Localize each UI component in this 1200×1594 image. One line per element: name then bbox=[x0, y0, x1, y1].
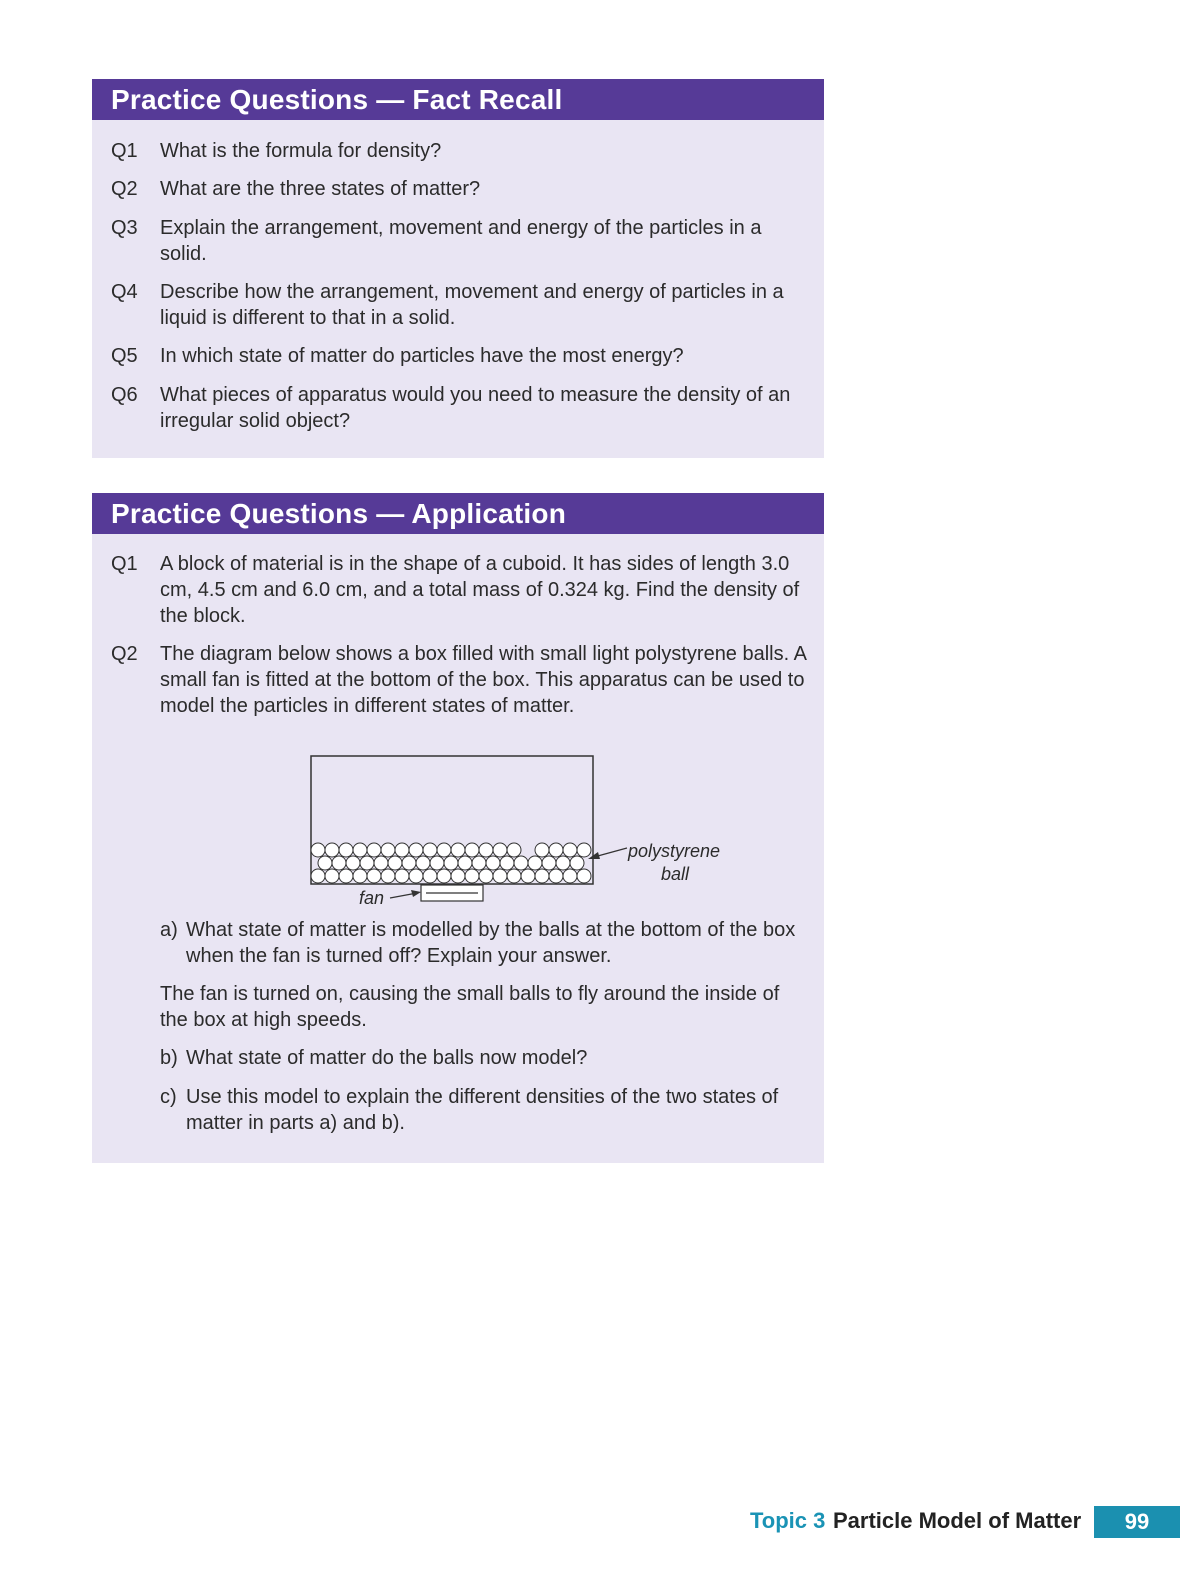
question-number: Q2 bbox=[111, 643, 138, 665]
footer-title: Particle Model of Matter bbox=[833, 1508, 1082, 1533]
polystyrene-ball bbox=[339, 843, 353, 857]
polystyrene-ball bbox=[458, 856, 472, 870]
polystyrene-ball bbox=[367, 869, 381, 883]
fan-label: fan bbox=[359, 888, 385, 908]
polystyrene-ball bbox=[500, 856, 514, 870]
question-text: What pieces of apparatus would you need to measure the density of an irregular solid object? bbox=[160, 384, 791, 432]
polystyrene-ball bbox=[556, 856, 570, 870]
polystyrene-ball bbox=[563, 843, 577, 857]
polystyrene-ball bbox=[395, 869, 409, 883]
part-label: c) bbox=[160, 1086, 177, 1108]
question-number: Q1 bbox=[111, 140, 138, 162]
polystyrene-ball bbox=[514, 856, 528, 870]
polystyrene-ball bbox=[311, 843, 325, 857]
polystyrene-ball bbox=[549, 869, 563, 883]
polystyrene-ball bbox=[332, 856, 346, 870]
question-number: Q5 bbox=[111, 345, 138, 367]
polystyrene-ball bbox=[479, 869, 493, 883]
question-number: Q6 bbox=[111, 384, 138, 406]
question-text: Describe how the arrangement, movement and energy of particles in a liquid is different to that in a solid. bbox=[160, 281, 784, 329]
polystyrene-ball bbox=[563, 869, 577, 883]
part-text: Use this model to explain the different densities of the two states of matter in parts a) and b). bbox=[186, 1086, 779, 1134]
question-text: Explain the arrangement, movement and energy of the particles in a solid. bbox=[160, 217, 762, 265]
question-text: What is the formula for density? bbox=[160, 140, 442, 162]
part-text: What state of matter is modelled by the balls at the bottom of the box when the fan is turned off? Explain your answer. bbox=[186, 919, 796, 967]
question-number: Q2 bbox=[111, 178, 138, 200]
polystyrene-ball bbox=[416, 856, 430, 870]
question-number: Q4 bbox=[111, 281, 138, 303]
polystyrene-ball bbox=[430, 856, 444, 870]
polystyrene-ball bbox=[325, 843, 339, 857]
polystyrene-ball bbox=[535, 869, 549, 883]
application-panel bbox=[92, 493, 824, 1163]
polystyrene-ball bbox=[353, 843, 367, 857]
polystyrene-ball bbox=[360, 856, 374, 870]
polystyrene-ball bbox=[437, 869, 451, 883]
polystyrene-ball bbox=[528, 856, 542, 870]
polystyrene-ball bbox=[381, 843, 395, 857]
polystyrene-ball bbox=[353, 869, 367, 883]
polystyrene-ball bbox=[381, 869, 395, 883]
page-number: 99 bbox=[1094, 1506, 1180, 1538]
polystyrene-ball bbox=[367, 843, 381, 857]
polystyrene-ball bbox=[465, 869, 479, 883]
question-text: A block of material is in the shape of a cuboid. It has sides of length 3.0 cm, 4.5 cm and 6.0 cm, and a total mass of 0.324 kg. Find the density of the block. bbox=[160, 553, 800, 627]
polystyrene-ball bbox=[346, 856, 360, 870]
polystyrene-ball bbox=[493, 843, 507, 857]
polystyrene-ball bbox=[423, 843, 437, 857]
polystyrene-ball bbox=[507, 869, 521, 883]
polystyrene-ball bbox=[423, 869, 437, 883]
question-number: Q1 bbox=[111, 553, 138, 575]
polystyrene-ball bbox=[339, 869, 353, 883]
polystyrene-ball bbox=[318, 856, 332, 870]
polystyrene-ball bbox=[570, 856, 584, 870]
question-text: What are the three states of matter? bbox=[160, 178, 481, 200]
polystyrene-ball bbox=[535, 843, 549, 857]
part-label: a) bbox=[160, 919, 178, 941]
polystyrene-label: polystyrene bbox=[628, 841, 721, 861]
question-number: Q3 bbox=[111, 217, 138, 239]
polystyrene-ball bbox=[451, 843, 465, 857]
polystyrene-ball bbox=[444, 856, 458, 870]
question-text: In which state of matter do particles have the most energy? bbox=[160, 345, 684, 367]
application-title: Practice Questions — Application bbox=[92, 493, 824, 534]
polystyrene-ball bbox=[493, 869, 507, 883]
fan-arrowhead bbox=[411, 890, 421, 897]
polystyrene-ball bbox=[311, 869, 325, 883]
polystyrene-ball bbox=[437, 843, 451, 857]
footer-topic: Topic 3 bbox=[750, 1508, 826, 1533]
polystyrene-ball bbox=[521, 869, 535, 883]
polystyrene-ball bbox=[507, 843, 521, 857]
polystyrene-ball bbox=[486, 856, 500, 870]
polystyrene-ball bbox=[388, 856, 402, 870]
polystyrene-ball bbox=[402, 856, 416, 870]
polystyrene-ball bbox=[465, 843, 479, 857]
fan-on-text: The fan is turned on, causing the small balls to fly around the inside of the box at high speeds. bbox=[160, 983, 780, 1031]
polystyrene-ball bbox=[577, 843, 591, 857]
polystyrene-ball bbox=[374, 856, 388, 870]
question-text: The diagram below shows a box filled with small light polystyrene balls. A small fan is fitted at the bottom of the box. This apparatus can be used to model the particles in different states of matter. bbox=[160, 643, 806, 717]
part-text: What state of matter do the balls now model? bbox=[186, 1047, 588, 1069]
polystyrene-ball bbox=[409, 869, 423, 883]
polystyrene-balls bbox=[311, 843, 591, 883]
fact-recall-panel bbox=[92, 79, 824, 458]
part-label: b) bbox=[160, 1047, 178, 1069]
polystyrene-ball bbox=[472, 856, 486, 870]
fact-recall-title: Practice Questions — Fact Recall bbox=[92, 79, 824, 120]
polystyrene-ball bbox=[451, 869, 465, 883]
polystyrene-ball bbox=[395, 843, 409, 857]
polystyrene-ball bbox=[409, 843, 423, 857]
polystyrene-ball bbox=[542, 856, 556, 870]
polystyrene-ball bbox=[549, 843, 563, 857]
polystyrene-ball bbox=[325, 869, 339, 883]
polystyrene-ball bbox=[479, 843, 493, 857]
ball-label: ball bbox=[661, 864, 690, 884]
fan-box-diagram bbox=[302, 748, 752, 913]
polystyrene-ball bbox=[577, 869, 591, 883]
